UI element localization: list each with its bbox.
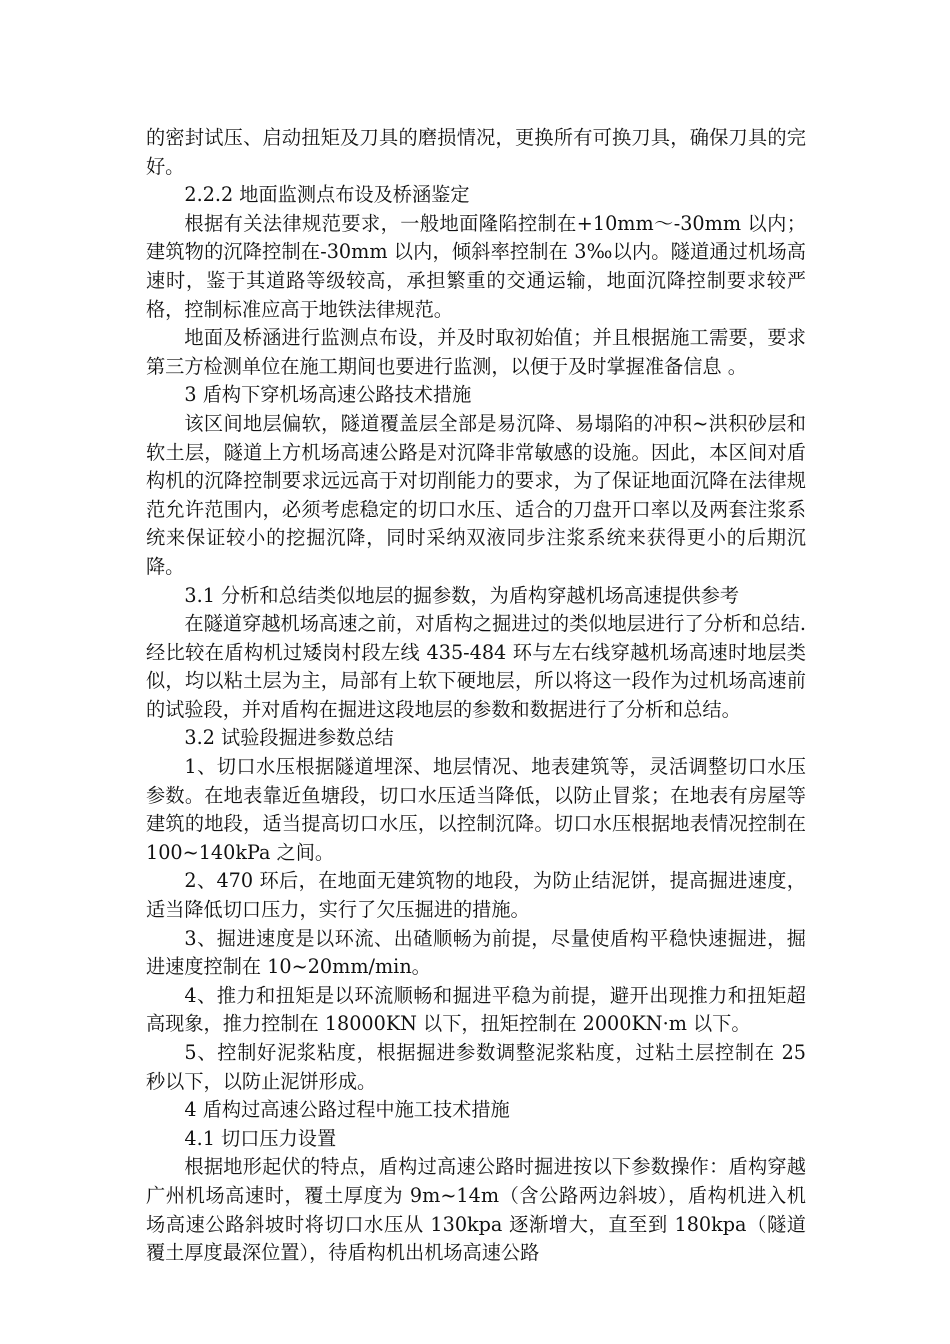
paragraph-8: 在隧道穿越机场高速之前，对盾构之掘进过的类似地层进行了分析和总结.经比较在盾构机过矮岗村段左线 435-484 环与左右线穿越机场高速时地层类似，均以粘土层为主，局部有上软下硬地层，所以将这一段作为过机场高速前的试验段，并对盾构在掘进这段地层的参数和数据进行了分析和总结。 [146,612,806,721]
document-page [146,124,806,1268]
paragraph-1: 的密封试压、启动扭矩及刀具的磨损情况，更换所有可换刀具，确保刀具的完好。 [146,126,806,178]
section-heading-4: 4 盾构过高速公路过程中施工技术措施 [184,1098,510,1122]
paragraph-6: 该区间地层偏软，隧道覆盖层全部是易沉降、易塌陷的冲积~洪积砂层和软土层，隧道上方机场高速公路是对沉降非常敏感的设施。因此，本区间对盾构机的沉降控制要求远远高于对切削能力的要求，为了保证地面沉降在法律规范允许范围内，必须考虑稳定的切口水压、适合的刀盘开口率以及两套注浆系统来保证较小的挖掘沉降，同时采纳双液同步注浆系统来获得更小的后期沉降。 [146,411,806,578]
section-heading-3: 3 盾构下穿机场高速公路技术措施 [184,383,472,407]
section-heading-3-1: 3.1 分析和总结类似地层的掘参数，为盾构穿越机场高速提供参考 [184,583,740,607]
section-heading-4-1: 4.1 切口压力设置 [184,1126,337,1150]
list-item-3: 3、掘进速度是以环流、出碴顺畅为前提，尽量使盾构平稳快速掘进，掘进速度控制在 10~20mm/min。 [146,926,806,979]
list-item-2: 2、470 环后，在地面无建筑物的地段，为防止结泥饼，提高掘进速度，适当降低切口压力，实行了欠压掘进的措施。 [146,869,806,922]
list-item-1: 1、切口水压根据隧道埋深、地层情况、地表建筑等，灵活调整切口水压参数。在地表靠近鱼塘段，切口水压适当降低，以防止冒浆；在地表有房屋等建筑的地段，适当提高切口水压，以控制沉降。切口水压根据地表情况控制在 100~140kPa 之间。 [146,755,806,864]
paragraph-3: 根据有关法律规范要求，一般地面隆陷控制在+10mm～-30mm 以内；建筑物的沉降控制在-30mm 以内，倾斜率控制在 3‰以内。隧道通过机场高速时，鉴于其道路等级较高，承担繁重的交通运输，地面沉降控制要求较严格，控制标准应高于地铁法律规范。 [146,211,806,321]
paragraph-17: 根据地形起伏的特点，盾构过高速公路时掘进按以下参数操作：盾构穿越广州机场高速时，覆土厚度为 9m~14m（含公路两边斜坡），盾构机进入机场高速公路斜坡时将切口水压从 130kpa 逐渐增大，直至到 180kpa（隧道覆土厚度最深位置），待盾构机出机场高速公路 [146,1155,806,1265]
section-heading-2-2-2: 2.2.2 地面监测点布设及桥涵鉴定 [184,183,470,207]
paragraph-4: 地面及桥涵进行监测点布设，并及时取初始值；并且根据施工需要，要求第三方检测单位在施工期间也要进行监测，以便于及时掌握准备信息 。 [146,326,806,378]
list-item-5: 5、控制好泥浆粘度，根据掘进参数调整泥浆粘度，过粘土层控制在 25 秒以下，以防止泥饼形成。 [146,1041,806,1093]
section-heading-3-2: 3.2 试验段掘进参数总结 [184,726,394,750]
list-item-4: 4、推力和扭矩是以环流顺畅和掘进平稳为前提，避开出现推力和扭矩超高现象，推力控制在 18000KN 以下，扭矩控制在 2000KN·m 以下。 [146,983,806,1036]
